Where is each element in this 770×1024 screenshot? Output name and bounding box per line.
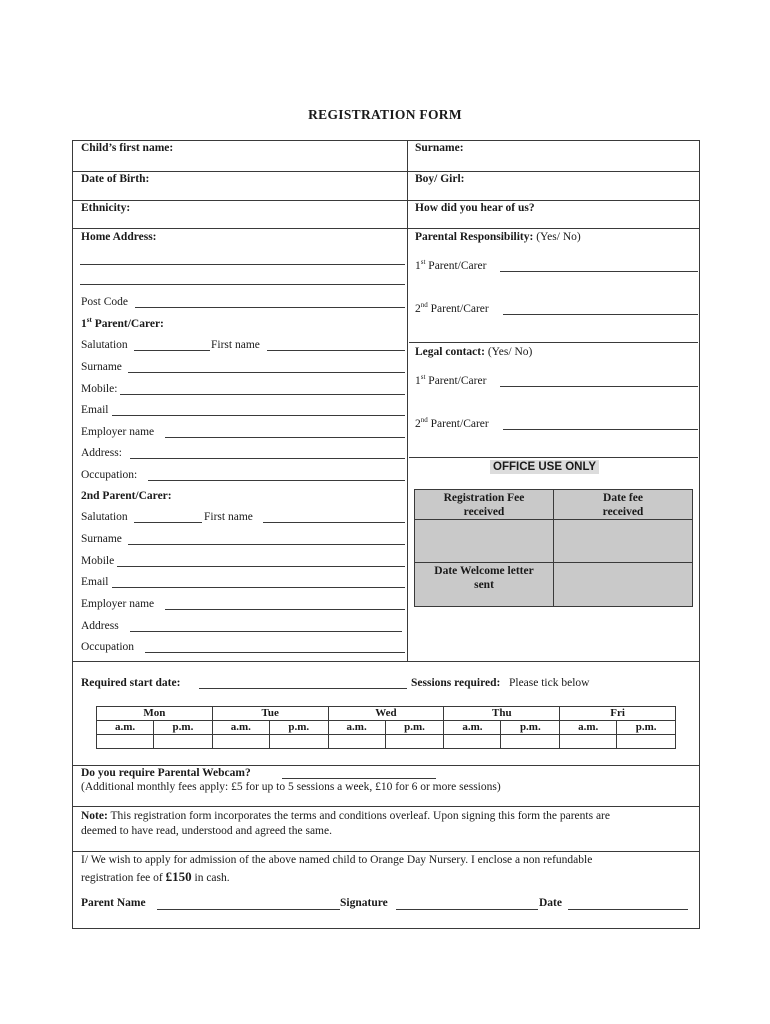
- declaration-line-2: registration fee of £150 in cash.: [81, 869, 230, 884]
- ethnicity-label: Ethnicity:: [81, 202, 131, 214]
- thu-am-header: a.m.: [444, 721, 501, 735]
- email-p2-field[interactable]: [112, 587, 405, 588]
- salutation-label: Salutation: [81, 339, 128, 351]
- tue-pm-header: p.m.: [269, 721, 328, 735]
- employer-p1-field[interactable]: [165, 437, 405, 438]
- pr-parent2-field-line-2[interactable]: [409, 342, 698, 343]
- day-tue: Tue: [212, 707, 328, 721]
- form-title: REGISTRATION FORM: [308, 107, 462, 122]
- mobile-p1-label: Mobile:: [81, 383, 118, 395]
- date-label: Date: [539, 897, 562, 909]
- parent2-heading: 2nd Parent/Carer:: [81, 490, 172, 502]
- sessions-table: [96, 706, 676, 749]
- email-p2-label: Email: [81, 576, 109, 588]
- mobile-p1-field[interactable]: [120, 394, 405, 395]
- lc-parent2-field-line-2[interactable]: [409, 457, 698, 458]
- lc-parent2-label: 2nd Parent/Carer: [415, 416, 489, 430]
- start-date-label: Required start date:: [81, 677, 181, 689]
- mon-pm-header: p.m.: [154, 721, 213, 735]
- row-divider: [72, 661, 700, 662]
- tue-am-tick[interactable]: [212, 735, 269, 749]
- surname-p2-label: Surname: [81, 533, 122, 545]
- address-p2-field[interactable]: [130, 631, 402, 632]
- signature-field[interactable]: [396, 909, 538, 910]
- home-address-line-2[interactable]: [80, 284, 405, 285]
- day-mon: Mon: [97, 707, 213, 721]
- fri-am-tick[interactable]: [560, 735, 617, 749]
- mobile-p2-field[interactable]: [117, 566, 405, 567]
- occupation-p2-field[interactable]: [145, 652, 405, 653]
- pr-parent1-label: 1st Parent/Carer: [415, 258, 487, 272]
- day-thu: Thu: [444, 707, 560, 721]
- surname-p1-field[interactable]: [128, 372, 405, 373]
- sessions-tick-row: [97, 735, 676, 749]
- address-p1-field[interactable]: [130, 458, 405, 459]
- pr-parent2-label: 2nd Parent/Carer: [415, 301, 489, 315]
- occupation-p1-label: Occupation:: [81, 469, 138, 481]
- date-fee-value-cell[interactable]: [553, 519, 693, 563]
- home-address-line-1[interactable]: [80, 264, 405, 265]
- sessions-ampm-row: [97, 721, 676, 735]
- parent-name-field[interactable]: [157, 909, 340, 910]
- salutation-p2-label: Salutation: [81, 511, 128, 523]
- row-divider: [72, 200, 700, 201]
- pr-parent2-field[interactable]: [503, 314, 698, 315]
- post-code-label: Post Code: [81, 296, 128, 308]
- welcome-letter-value-cell[interactable]: [553, 562, 693, 607]
- thu-pm-header: p.m.: [501, 721, 560, 735]
- thu-am-tick[interactable]: [444, 735, 501, 749]
- note-line-1: Note: This registration form incorporates the terms and conditions overleaf. Upon signing this form the parents are: [81, 810, 610, 822]
- gender-label: Boy/ Girl:: [415, 173, 465, 185]
- reg-fee-label: Registration Fee received: [443, 492, 525, 518]
- day-fri: Fri: [560, 707, 676, 721]
- wed-am-header: a.m.: [328, 721, 385, 735]
- childs-first-name-label: Child’s first name:: [81, 142, 174, 154]
- employer-p2-field[interactable]: [165, 609, 405, 610]
- mon-am-tick[interactable]: [97, 735, 154, 749]
- sessions-required-label: Sessions required: Please tick below: [411, 677, 590, 689]
- email-p1-label: Email: [81, 404, 109, 416]
- signature-label: Signature: [340, 897, 388, 909]
- post-code-field[interactable]: [135, 307, 405, 308]
- note-line-2: deemed to have read, understood and agreed the same.: [81, 825, 332, 837]
- date-fee-label: Date fee received: [602, 492, 644, 518]
- dob-label: Date of Birth:: [81, 173, 150, 185]
- employer-p2-label: Employer name: [81, 598, 155, 610]
- start-date-field[interactable]: [199, 688, 407, 689]
- sessions-days-row: [97, 707, 676, 721]
- column-divider: [407, 140, 408, 662]
- row-divider: [72, 171, 700, 172]
- employer-p1-label: Employer name: [81, 426, 155, 438]
- webcam-field[interactable]: [282, 778, 436, 779]
- pr-parent1-field[interactable]: [500, 271, 698, 272]
- email-p1-field[interactable]: [112, 415, 405, 416]
- salutation-p2-field[interactable]: [134, 522, 202, 523]
- parental-responsibility-label: Parental Responsibility: (Yes/ No): [415, 231, 581, 243]
- legal-contact-label: Legal contact: (Yes/ No): [415, 346, 533, 358]
- wed-pm-tick[interactable]: [385, 735, 444, 749]
- salutation-field[interactable]: [134, 350, 210, 351]
- address-p1-label: Address:: [81, 447, 122, 459]
- surname-p2-field[interactable]: [128, 544, 405, 545]
- office-use-title: OFFICE USE ONLY: [490, 460, 599, 474]
- fri-pm-header: p.m.: [617, 721, 676, 735]
- date-field[interactable]: [568, 909, 688, 910]
- row-divider: [72, 228, 700, 229]
- welcome-letter-label: Date Welcome letter sent: [434, 565, 534, 591]
- home-address-label: Home Address:: [81, 231, 157, 243]
- tue-pm-tick[interactable]: [269, 735, 328, 749]
- parent1-heading: 1st Parent/Carer:: [81, 316, 164, 330]
- day-wed: Wed: [328, 707, 444, 721]
- fri-pm-tick[interactable]: [617, 735, 676, 749]
- parent-name-label: Parent Name: [81, 897, 146, 909]
- row-divider: [72, 765, 700, 766]
- row-divider: [72, 851, 700, 852]
- lc-parent1-field[interactable]: [500, 386, 698, 387]
- surname-p1-label: Surname: [81, 361, 122, 373]
- reg-fee-value-cell[interactable]: [414, 519, 554, 563]
- hear-of-us-label: How did you hear of us?: [415, 202, 535, 214]
- row-divider: [72, 806, 700, 807]
- mon-pm-tick[interactable]: [154, 735, 213, 749]
- lc-parent1-label: 1st Parent/Carer: [415, 373, 487, 387]
- wed-am-tick[interactable]: [328, 735, 385, 749]
- first-name-label: First name: [211, 339, 260, 351]
- fri-am-header: a.m.: [560, 721, 617, 735]
- tue-am-header: a.m.: [212, 721, 269, 735]
- surname-label: Surname:: [415, 142, 464, 154]
- webcam-question: Do you require Parental Webcam?: [81, 767, 251, 779]
- mon-am-header: a.m.: [97, 721, 154, 735]
- first-name-field[interactable]: [267, 350, 405, 351]
- declaration-line-1: I/ We wish to apply for admission of the above named child to Orange Day Nursery. I enclose a non refundable: [81, 854, 593, 866]
- first-name-p2-label: First name: [204, 511, 253, 523]
- wed-pm-header: p.m.: [385, 721, 444, 735]
- address-p2-label: Address: [81, 620, 119, 632]
- mobile-p2-label: Mobile: [81, 555, 115, 567]
- thu-pm-tick[interactable]: [501, 735, 560, 749]
- occupation-p1-field[interactable]: [148, 480, 405, 481]
- lc-parent2-field[interactable]: [503, 429, 698, 430]
- first-name-p2-field[interactable]: [263, 522, 405, 523]
- occupation-p2-label: Occupation: [81, 641, 135, 653]
- webcam-fees-note: (Additional monthly fees apply: £5 for up to 5 sessions a week, £10 for 6 or more sessions): [81, 781, 501, 793]
